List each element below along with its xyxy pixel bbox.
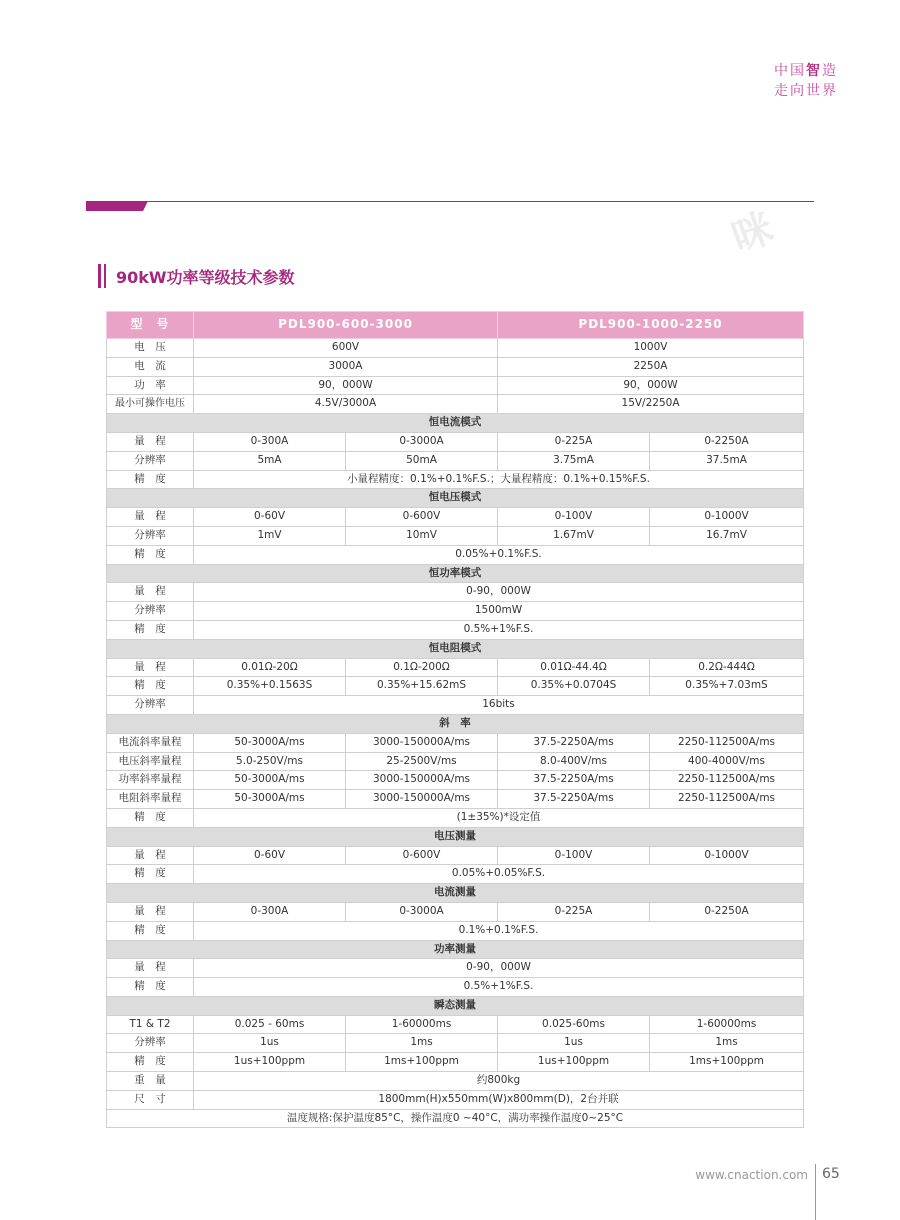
table-row — [107, 978, 804, 997]
cell: 0.025 - 60ms — [194, 1015, 346, 1034]
page-title: 90kW功率等级技术参数 — [116, 267, 295, 287]
cell: 3000-150000A/ms — [346, 733, 498, 752]
cell: 1ms — [346, 1034, 498, 1053]
table-row — [107, 921, 804, 940]
cell: 0-3000A — [346, 432, 498, 451]
cell: 37.5mA — [650, 451, 804, 470]
table-row — [107, 1015, 804, 1034]
cell: 90，000W — [194, 376, 498, 395]
section-row — [107, 564, 804, 583]
cell: 0.025-60ms — [498, 1015, 650, 1034]
cell: 37.5-2250A/ms — [498, 790, 650, 809]
table-row — [107, 658, 804, 677]
cell: 0-600V — [346, 846, 498, 865]
footer-divider — [815, 1164, 816, 1220]
page-number: 65 — [822, 1166, 840, 1182]
cell: 1-60000ms — [346, 1015, 498, 1034]
cell: 2250-112500A/ms — [650, 771, 804, 790]
cell: 0.01Ω-20Ω — [194, 658, 346, 677]
section-title-cc: 恒电流模式 — [107, 414, 804, 433]
watermark-logo: 咪 — [726, 204, 780, 262]
cell: 0.35%+0.0704S — [498, 677, 650, 696]
cell: 90，000W — [498, 376, 804, 395]
section-row — [107, 489, 804, 508]
table-row — [107, 432, 804, 451]
row-label: 精 度 — [107, 921, 194, 940]
table-row — [107, 808, 804, 827]
table-row — [107, 790, 804, 809]
row-label: 电压斜率量程 — [107, 752, 194, 771]
table-row — [107, 1034, 804, 1053]
table-row — [107, 339, 804, 358]
cell: 0.05%+0.1%F.S. — [194, 545, 804, 564]
cell: 4.5V/3000A — [194, 395, 498, 414]
section-title-cv: 恒电压模式 — [107, 489, 804, 508]
cell: 1us+100ppm — [498, 1053, 650, 1072]
cell: 50-3000A/ms — [194, 771, 346, 790]
cell: 0-225A — [498, 432, 650, 451]
row-label: 精 度 — [107, 978, 194, 997]
cell: 1mV — [194, 526, 346, 545]
table-row — [107, 1109, 804, 1128]
cell: 0.1%+0.1%F.S. — [194, 921, 804, 940]
row-label: 精 度 — [107, 545, 194, 564]
table-header — [107, 312, 804, 339]
cell: 0.2Ω-444Ω — [650, 658, 804, 677]
cell: 1us — [498, 1034, 650, 1053]
slogan-line2: 走向世界 — [774, 83, 838, 99]
section-row — [107, 827, 804, 846]
cell: 0.05%+0.05%F.S. — [194, 865, 804, 884]
cell: 1500mW — [194, 602, 804, 621]
row-label: 量 程 — [107, 959, 194, 978]
row-label: 分辨率 — [107, 696, 194, 715]
cell: 10mV — [346, 526, 498, 545]
cell: 1000V — [498, 339, 804, 358]
cell: 2250-112500A/ms — [650, 790, 804, 809]
cell: 0-300A — [194, 902, 346, 921]
row-label: 最小可操作电压 — [107, 395, 194, 414]
temperature-note: 温度规格:保护温度85°C，操作温度0 ~40°C，满功率操作温度0~25°C — [107, 1109, 804, 1128]
cell: 0-90，000W — [194, 959, 804, 978]
row-label: 分辨率 — [107, 1034, 194, 1053]
table-row — [107, 545, 804, 564]
row-label: 精 度 — [107, 1053, 194, 1072]
cell: 0-300A — [194, 432, 346, 451]
cell: 1us — [194, 1034, 346, 1053]
row-label: 量 程 — [107, 508, 194, 527]
section-title-tm: 瞬态测量 — [107, 996, 804, 1015]
row-label: 量 程 — [107, 902, 194, 921]
cell: 0-2250A — [650, 902, 804, 921]
row-label: 量 程 — [107, 583, 194, 602]
cell: 50mA — [346, 451, 498, 470]
cell: 3000-150000A/ms — [346, 771, 498, 790]
table-row — [107, 733, 804, 752]
cell: 0.01Ω-44.4Ω — [498, 658, 650, 677]
footer-url[interactable]: www.cnaction.com — [695, 1168, 808, 1182]
header-rule — [86, 201, 814, 202]
cell: 0-100V — [498, 846, 650, 865]
cell: 25-2500V/ms — [346, 752, 498, 771]
cell: 3000A — [194, 357, 498, 376]
row-label: T1 & T2 — [107, 1015, 194, 1034]
table-row — [107, 959, 804, 978]
row-label: 精 度 — [107, 865, 194, 884]
row-label: 精 度 — [107, 677, 194, 696]
section-row — [107, 714, 804, 733]
row-label: 尺 寸 — [107, 1090, 194, 1109]
table-row — [107, 395, 804, 414]
cell: 1ms+100ppm — [346, 1053, 498, 1072]
table-row — [107, 752, 804, 771]
section-row — [107, 639, 804, 658]
row-label: 量 程 — [107, 432, 194, 451]
section-title — [98, 264, 295, 288]
cell: 2250A — [498, 357, 804, 376]
cell: 3.75mA — [498, 451, 650, 470]
row-label: 电流斜率量程 — [107, 733, 194, 752]
cell: 0.1Ω-200Ω — [346, 658, 498, 677]
table-row — [107, 451, 804, 470]
cell: (1±35%)*设定值 — [194, 808, 804, 827]
table-row — [107, 1090, 804, 1109]
header-model-2: PDL900-1000-2250 — [498, 312, 804, 339]
cell: 0.35%+15.62mS — [346, 677, 498, 696]
cell: 50-3000A/ms — [194, 790, 346, 809]
cell: 0-90，000W — [194, 583, 804, 602]
row-label: 精 度 — [107, 470, 194, 489]
row-label: 量 程 — [107, 846, 194, 865]
table-row — [107, 902, 804, 921]
table-row — [107, 508, 804, 527]
cell: 37.5-2250A/ms — [498, 733, 650, 752]
table-row — [107, 620, 804, 639]
header-label: 型 号 — [107, 312, 194, 339]
title-bars-icon — [98, 264, 106, 288]
spec-table — [106, 311, 804, 1128]
row-label: 分辨率 — [107, 451, 194, 470]
cell: 1us+100ppm — [194, 1053, 346, 1072]
cell: 50-3000A/ms — [194, 733, 346, 752]
row-label: 分辨率 — [107, 602, 194, 621]
row-label: 分辨率 — [107, 526, 194, 545]
cell: 37.5-2250A/ms — [498, 771, 650, 790]
section-title-slope: 斜 率 — [107, 714, 804, 733]
table-row — [107, 696, 804, 715]
table-row — [107, 583, 804, 602]
cell: 1800mm(H)x550mm(W)x800mm(D)，2台并联 — [194, 1090, 804, 1109]
table-row — [107, 1072, 804, 1091]
table-row — [107, 846, 804, 865]
table-row — [107, 1053, 804, 1072]
row-label: 量 程 — [107, 658, 194, 677]
cell: 3000-150000A/ms — [346, 790, 498, 809]
table-row — [107, 677, 804, 696]
cell: 0.5%+1%F.S. — [194, 978, 804, 997]
cell: 16.7mV — [650, 526, 804, 545]
table-row — [107, 526, 804, 545]
table-row — [107, 602, 804, 621]
section-title-im: 电流测量 — [107, 884, 804, 903]
cell: 5.0-250V/ms — [194, 752, 346, 771]
cell: 小量程精度：0.1%+0.1%F.S.；大量程精度：0.1%+0.15%F.S. — [194, 470, 804, 489]
cell: 1-60000ms — [650, 1015, 804, 1034]
cell: 0.5%+1%F.S. — [194, 620, 804, 639]
section-title-pm: 功率测量 — [107, 940, 804, 959]
cell: 0-100V — [498, 508, 650, 527]
row-label: 电 压 — [107, 339, 194, 358]
cell: 0-60V — [194, 508, 346, 527]
section-title-vm: 电压测量 — [107, 827, 804, 846]
table-row — [107, 357, 804, 376]
cell: 0-600V — [346, 508, 498, 527]
table-row — [107, 376, 804, 395]
cell: 0-60V — [194, 846, 346, 865]
section-row — [107, 940, 804, 959]
cell: 2250-112500A/ms — [650, 733, 804, 752]
row-label: 功率斜率量程 — [107, 771, 194, 790]
cell: 0.35%+0.1563S — [194, 677, 346, 696]
cell: 0.35%+7.03mS — [650, 677, 804, 696]
cell: 0-225A — [498, 902, 650, 921]
section-row — [107, 996, 804, 1015]
cell: 400-4000V/ms — [650, 752, 804, 771]
slogan-line1: 中国智造 — [774, 63, 838, 79]
section-title-cp: 恒功率模式 — [107, 564, 804, 583]
row-label: 精 度 — [107, 808, 194, 827]
cell: 16bits — [194, 696, 804, 715]
cell: 约800kg — [194, 1072, 804, 1091]
cell: 0-3000A — [346, 902, 498, 921]
cell: 1ms — [650, 1034, 804, 1053]
row-label: 电 流 — [107, 357, 194, 376]
header-accent-bar — [86, 201, 148, 211]
row-label: 重 量 — [107, 1072, 194, 1091]
table-row — [107, 865, 804, 884]
cell: 15V/2250A — [498, 395, 804, 414]
cell: 1.67mV — [498, 526, 650, 545]
section-row — [107, 884, 804, 903]
section-title-cr: 恒电阻模式 — [107, 639, 804, 658]
cell: 600V — [194, 339, 498, 358]
row-label: 功 率 — [107, 376, 194, 395]
row-label: 精 度 — [107, 620, 194, 639]
section-row — [107, 414, 804, 433]
header-model-1: PDL900-600-3000 — [194, 312, 498, 339]
cell: 8.0-400V/ms — [498, 752, 650, 771]
cell: 5mA — [194, 451, 346, 470]
table-row — [107, 470, 804, 489]
cell: 0-1000V — [650, 508, 804, 527]
cell: 1ms+100ppm — [650, 1053, 804, 1072]
cell: 0-2250A — [650, 432, 804, 451]
table-row — [107, 771, 804, 790]
row-label: 电阻斜率量程 — [107, 790, 194, 809]
cell: 0-1000V — [650, 846, 804, 865]
